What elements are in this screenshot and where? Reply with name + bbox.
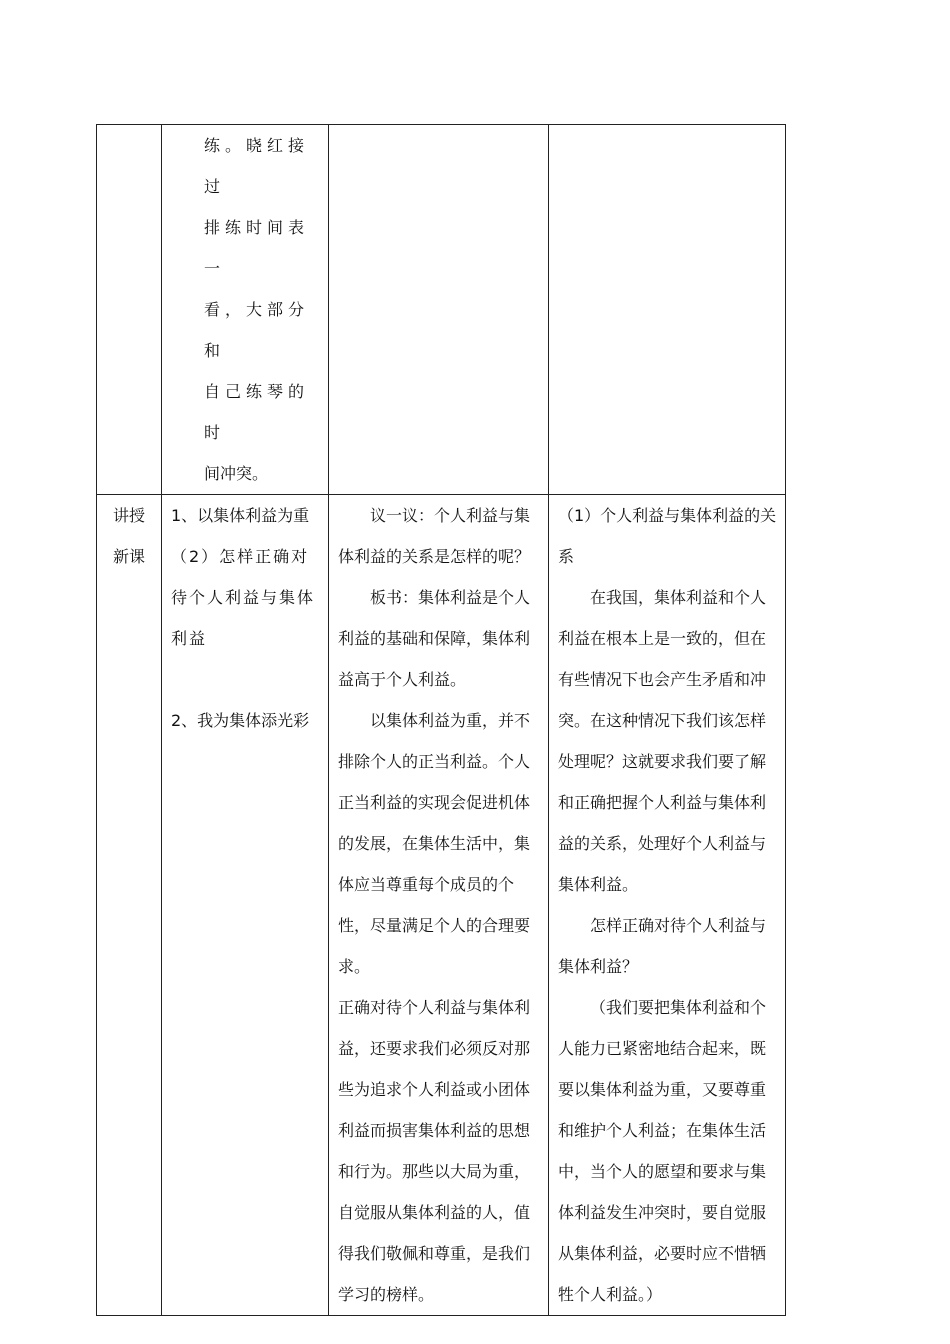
label-cell-empty [97,125,162,495]
outline-item: 1、以集体利益为重 [171,506,310,525]
student-question: 怎样正确对待个人利益与集体利益？ [558,916,767,976]
outline-subitem: （2）怎样正确对待个人利益与集体利益 [171,547,316,648]
section-label: 新课 [112,547,145,566]
teacher-activity-cell-empty [329,125,549,495]
outline-item: 2、我为集体添光彩 [171,711,310,730]
student-activity-cell [549,495,786,1316]
teacher-activity-cell [329,495,549,1316]
scenario-line: 练。晓红接过 [204,136,310,196]
discussion-prompt: 议一议：个人利益与集体利益的关系是怎样的呢？ [338,506,531,566]
scenario-line: 间冲突。 [204,464,269,483]
teacher-paragraph: 正确对待个人利益与集体利益，还要求我们必须反对那些为追求个人利益或小团体利益而损害集体利益的思想和行为。那些以大局为重，自觉服从集体利益的人，值得我们敬佩和尊重，是我们学习的榜样。 [338,998,531,1304]
scenario-line: 看，大部分和 [204,300,310,360]
scenario-line: 排练时间表一 [204,218,310,278]
table-row [97,495,786,1316]
student-paragraph: 在我国，集体利益和个人利益在根本上是一致的，但在有些情况下也会产生矛盾和冲突。在这种情况下我们该怎样处理呢？这就要求我们要了解和正确把握个人利益与集体利益的关系，处理好个人利益与集体利益。 [558,588,767,894]
scenario-cell [162,125,329,495]
scenario-line: 自己练琴的时 [204,382,310,442]
student-paragraph: （我们要把集体利益和个人能力已紧密地结合起来，既要以集体利益为重，又要尊重和维护个人利益；在集体生活中，当个人的愿望和要求与集体利益发生冲突时，要自觉服从集体利益，必要时应不惜牺牲个人利益。） [558,998,767,1304]
lesson-plan-table [96,124,786,1316]
student-activity-cell-empty [549,125,786,495]
student-heading: （1）个人利益与集体利益的关系 [558,506,777,566]
board-note: 板书：集体利益是个人利益的基础和保障，集体利益高于个人利益。 [338,588,531,689]
content-outline-cell [162,495,329,1316]
teacher-paragraph: 以集体利益为重，并不排除个人的正当利益。个人正当利益的实现会促进机体的发展，在集体生活中，集体应当尊重每个成员的个性，尽量满足个人的合理要求。 [338,711,531,976]
table-row [97,125,786,495]
section-label-cell [97,495,162,1316]
section-label: 讲授 [112,506,145,525]
